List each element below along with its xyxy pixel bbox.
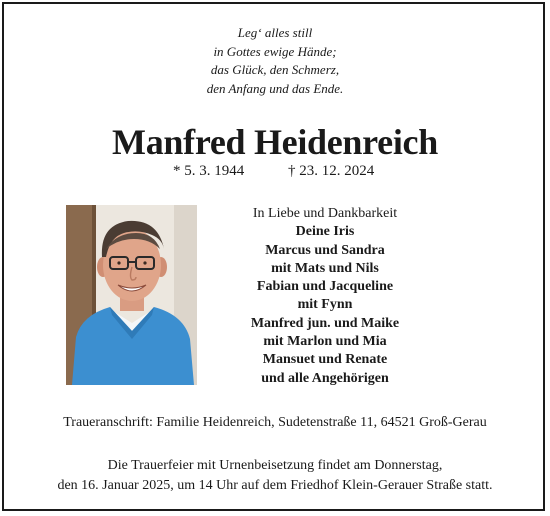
death-date: † 23. 12. 2024	[288, 163, 375, 179]
mourner-line: mit Fynn	[297, 297, 353, 313]
mourner-line: mit Mats und Nils	[271, 260, 379, 276]
portrait-photo	[66, 205, 197, 385]
service-line: Die Trauerfeier mit Urnenbeisetzung findet am Donnerstag,	[107, 458, 443, 473]
mourner-line: Deine Iris	[295, 224, 355, 240]
poem-line: den Anfang und das Ende.	[206, 80, 344, 96]
mourner-line: Manfred jun. und Maike	[250, 315, 400, 331]
mourner-line: Fabian und Jacqueline	[256, 279, 394, 295]
mourners-block	[245, 205, 405, 388]
birth-date: * 5. 3. 1944	[173, 163, 245, 179]
mourner-line: und alle Angehörigen	[261, 370, 389, 386]
service-line: den 16. Januar 2025, um 14 Uhr auf dem Friedhof Klein-Gerauer Straße statt.	[57, 478, 493, 493]
poem	[0, 24, 550, 98]
funeral-service-info	[0, 456, 550, 496]
deceased-name: Manfred Heidenreich	[112, 122, 438, 162]
poem-line: Leg‘ alles still	[237, 25, 313, 40]
mourners-intro: In Liebe und Dankbarkeit	[252, 206, 398, 221]
mourner-line: mit Marlon und Mia	[263, 334, 387, 350]
mourning-address: Traueranschrift: Familie Heidenreich, Sudetenstraße 11, 64521 Groß-Gerau	[63, 415, 487, 430]
mourner-line: Marcus und Sandra	[265, 242, 385, 258]
mourner-line: Mansuet und Renate	[262, 352, 388, 368]
poem-line: in Gottes ewige Hände;	[213, 43, 337, 59]
poem-line: das Glück, den Schmerz,	[210, 62, 340, 77]
